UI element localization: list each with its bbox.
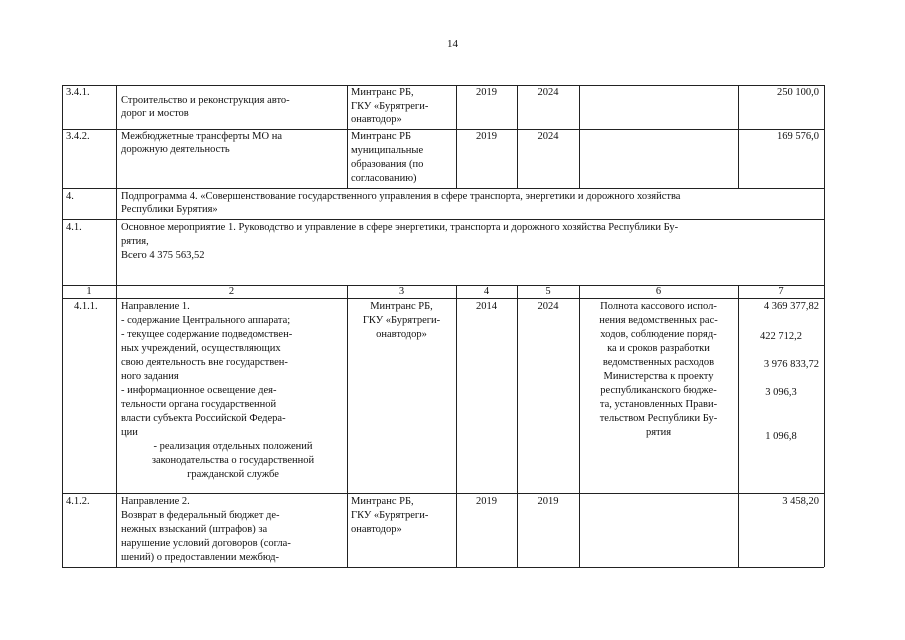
measure-name-line: - реализация отдельных положений [153,441,313,452]
funding-amount: 3 458,20 [782,496,819,507]
column-number: 6 [655,286,662,297]
executor-line: Минтранс РБ, [351,87,414,98]
measure-name-line: - информационное освещение дея- [121,385,277,396]
measure-name-line: власти субъекта Российской Федера- [121,413,286,424]
start-year: 2014 [476,301,497,312]
indicator-line: ведомственных расходов [602,357,715,368]
measure-name-line: Возврат в федеральный бюджет де- [121,510,280,521]
indicator-line: ходов, соблюдение поряд- [600,329,717,340]
measure-name-line: свою деятельность вне государствен- [121,357,288,368]
main-activity-total: Всего 4 375 563,52 [121,250,205,261]
executor-line: онавтодор» [351,524,402,535]
executor-line: Минтранс РБ, [351,496,414,507]
measure-name-line: Межбюджетные трансферты МО на [121,131,282,142]
executor-line: образования (по [351,159,424,170]
row-number: 4.1.1. [74,301,98,312]
measure-name-line: Направление 2. [121,496,190,507]
indicator-line: нения ведомственных рас- [599,315,718,326]
column-number: 2 [228,286,235,297]
column-number: 5 [545,286,551,297]
measure-name-line: тельности органа государственной [121,399,277,410]
executor-line: онавтодор» [376,329,427,340]
executor-line: ГКУ «Бурятреги- [362,315,441,326]
main-activity-line: Основное мероприятие 1. Руководство и управление в сфере энергетики, транспорта и дорожного хозяйства Республики Бу- [121,222,679,233]
executor-line: согласованию) [351,173,417,184]
funding-amount: 250 100,0 [777,87,819,98]
executor-line: ГКУ «Бурятреги- [351,510,429,521]
measure-name-line: законодательства о государственной [151,455,315,466]
indicator-line: рятия [645,427,672,438]
funding-amount: 169 576,0 [777,131,819,142]
measure-name-line: нежных взысканий (штрафов) за [121,524,268,535]
end-year: 2019 [537,496,559,507]
measure-name-line: - текущее содержание подведомствен- [121,329,293,340]
page-number: 14 [447,38,458,50]
funding-amount: 3 976 833,72 [763,359,819,370]
measure-name-line: гражданской службе [187,469,279,480]
end-year: 2024 [537,301,559,312]
row-number: 4.1.2. [66,496,90,507]
measure-name-line: дорог и мостов [121,108,189,119]
measure-name-line: ных учреждений, осуществляющих [121,343,281,354]
start-year: 2019 [476,131,497,142]
row-number: 4.1. [66,222,82,233]
start-year: 2019 [476,87,497,98]
funding-amount: 4 369 377,82 [763,301,819,312]
subprogram-title-line: Подпрограмма 4. «Совершенствование государственного управления в сфере транспорта, энергетики и дорожного хозяйства [121,191,681,202]
column-number: 3 [398,286,405,297]
executor-line: ГКУ «Бурятреги- [351,101,429,112]
measure-name-line: ного задания [121,371,179,382]
row-number: 3.4.1. [66,87,90,98]
row-number: 3.4.2. [66,131,90,142]
funding-amount: 1 096,8 [765,431,797,442]
indicator-line: Полнота кассового испол- [600,301,717,312]
column-number: 7 [778,286,784,297]
funding-amount: 3 096,3 [765,387,797,398]
indicator-line: республиканского бюдже- [600,385,717,396]
executor-line: муниципальные [351,145,424,156]
measure-name-line: Строительство и реконструкция авто- [121,95,290,106]
measure-name-line: - содержание Центрального аппарата; [121,315,291,326]
column-number: 4 [483,286,490,297]
indicator-line: Министерства к проекту [603,371,714,382]
executor-line: Минтранс РБ, [370,301,433,312]
end-year: 2024 [537,87,559,98]
subprogram-title-line: Республики Бурятия» [121,204,218,215]
measure-name-line: Направление 1. [121,301,190,312]
main-activity-line: рятия, [121,236,149,247]
row-number: 4. [66,191,74,202]
column-number: 1 [86,286,92,297]
start-year: 2019 [476,496,497,507]
indicator-line: ка и сроков разработки [607,343,710,354]
executor-line: онавтодор» [351,114,402,125]
executor-line: Минтранс РБ [351,131,411,142]
end-year: 2024 [537,131,559,142]
funding-amount: 422 712,2 [760,331,802,342]
measure-name-line: дорожную деятельность [121,144,230,155]
indicator-line: та, установленных Прави- [599,399,718,410]
indicator-line: тельством Республики Бу- [599,413,718,424]
measure-name-line: шений) о предоставлении межбюд- [121,552,279,563]
measure-name-line: нарушение условий договоров (согла- [121,538,291,549]
measure-name-line: ции [121,427,138,438]
